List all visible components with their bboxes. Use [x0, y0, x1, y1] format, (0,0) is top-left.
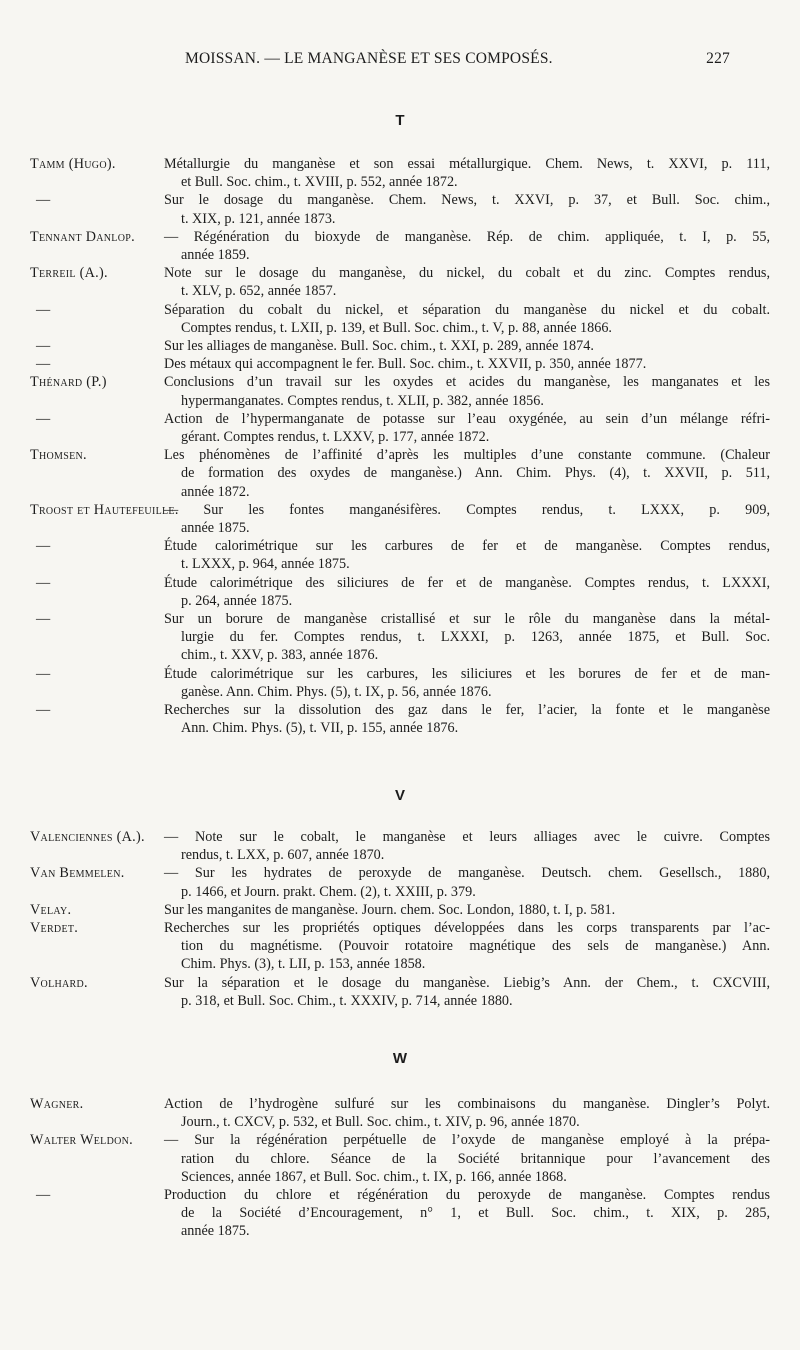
section-letter-w: W [392, 1050, 408, 1067]
page-number: 227 [706, 50, 730, 67]
entry-text [30, 974, 770, 1010]
entry-line: Sur la séparation et le dosage du manganèse. Liebig’s Ann. der Chem., t. CXCVIII, [164, 974, 770, 991]
entry-line: rendus, t. LXX, p. 607, année 1870. [181, 847, 385, 864]
bibliography-section-v [30, 828, 770, 1010]
entry-line: — Sur les hydrates de peroxyde de manganèse. Deutsch. chem. Gesellsch., 1880, [164, 865, 770, 882]
entry-line: lurgie du fer. Comptes rendus, t. LXXXI, p. 1263, année 1875, et Bull. Soc. [181, 629, 770, 646]
entry-text [30, 191, 770, 227]
entry-line: gérant. Comptes rendus, t. LXXV, p. 177, année 1872. [181, 429, 490, 446]
entry-line: Les phénomènes de l’affinité d’après les multiples d’une constante commune. (Chaleur [164, 447, 770, 464]
entry-line: Ann. Chim. Phys. (5), t. VII, p. 155, année 1876. [181, 720, 459, 737]
entry-author: Tamm (Hugo). [30, 156, 116, 172]
entry-author: Volhard. [30, 974, 88, 991]
entry-line: hypermanganates. Comptes rendus, t. XLII, p. 382, année 1856. [181, 392, 544, 409]
bibliography-entry [30, 974, 770, 1010]
entry-line: — Régénération du bioxyde de manganèse. Rép. de chim. appliquée, t. I, p. 55, [164, 228, 770, 245]
bibliography-entry [30, 901, 770, 919]
entry-line: Note sur le dosage du manganèse, du nickel, du cobalt et du zinc. Comptes rendus, [164, 265, 770, 282]
bibliography-entry [30, 373, 770, 409]
entry-line: Métallurgie du manganèse et son essai métallurgique. Chem. News, t. XXVI, p. 111, [164, 156, 770, 172]
entry-line: Comptes rendus, t. LXII, p. 139, et Bull. Soc. chim., t. V, p. 88, année 1866. [181, 319, 612, 336]
entry-text [30, 864, 770, 900]
entry-text [30, 337, 770, 355]
bibliography-entry [30, 191, 770, 227]
entry-line: Séparation du cobalt du nickel, et séparation du manganèse du nickel et du cobalt. [164, 301, 770, 318]
entry-line: Sciences, année 1867, et Bull. Soc. chim., t. IX, p. 166, année 1868. [181, 1168, 567, 1185]
entry-line: année 1875. [181, 520, 250, 537]
entry-line: t. XIX, p. 121, année 1873. [181, 210, 336, 227]
entry-line: Journ., t. CXCV, p. 532, et Bull. Soc. chim., t. XIV, p. 96, année 1870. [181, 1114, 580, 1131]
entry-text [30, 901, 770, 919]
entry-text [30, 301, 770, 337]
entry-text [30, 1186, 770, 1241]
bibliography-entry [30, 264, 770, 300]
entry-author: Troost et Hautefeuille. [30, 501, 179, 518]
entry-author: Wagner. [30, 1096, 84, 1112]
entry-line: chim., t. XXV, p. 383, année 1876. [181, 647, 379, 664]
bibliography-entry [30, 1131, 770, 1186]
section-letter-t: T [395, 112, 405, 129]
entry-line: — Sur les fontes manganésifères. Comptes rendus, t. LXXX, p. 909, [164, 501, 770, 518]
entry-author: Valenciennes (A.). [30, 829, 145, 845]
entry-line: année 1872. [181, 483, 250, 500]
bibliography-entry [30, 610, 770, 665]
entry-line: Étude calorimétrique sur les carbures, les siliciures et les borures de fer et de man- [164, 665, 770, 682]
entry-author: — [36, 538, 51, 555]
entry-line: Conclusions d’un travail sur les oxydes et acides du manganèse, les manganates et les [164, 374, 770, 391]
entry-author: — [36, 1187, 51, 1204]
entry-text [30, 610, 770, 665]
bibliography-entry [30, 301, 770, 337]
entry-author: Terreil (A.). [30, 265, 108, 282]
entry-line: de formation des oxydes de manganèse.) Ann. Chim. Phys. (4), t. XXVII, p. 511, [181, 465, 770, 482]
entry-line: Recherches sur la dissolution des gaz dans le fer, l’acier, la fonte et le manganèse [164, 702, 770, 719]
entry-author: — [36, 301, 51, 318]
bibliography-entry [30, 537, 770, 573]
entry-line: Action de l’hydrogène sulfuré sur les combinaisons du manganèse. Dingler’s Polyt. [164, 1096, 770, 1112]
entry-author: — [36, 611, 51, 628]
entry-line: Sur le dosage du manganèse. Chem. News, t. XXVI, p. 37, et Bull. Soc. chim., [164, 192, 770, 209]
entry-line: Action de l’hypermanganate de potasse sur l’eau oxygénée, au sein d’un mélange réfri- [164, 410, 770, 427]
entry-line: Chim. Phys. (3), t. LII, p. 153, année 1858. [181, 956, 426, 973]
entry-text [30, 574, 770, 610]
entry-text [30, 701, 770, 737]
bibliography-entry [30, 665, 770, 701]
entry-line: tion du magnétisme. (Pouvoir rotatoire magnétique des sels de manganèse.) Ann. [181, 938, 770, 955]
bibliography-entry [30, 574, 770, 610]
entry-author: — [36, 410, 51, 427]
entry-author: — [36, 192, 51, 209]
entry-line: p. 1466, et Journ. prakt. Chem. (2), t. XXIII, p. 379. [181, 883, 476, 900]
bibliography-entry [30, 155, 770, 191]
bibliography-entry [30, 228, 770, 264]
entry-line: Sur les manganites de manganèse. Journ. chem. Soc. London, 1880, t. I, p. 581. [164, 901, 616, 918]
entry-author: Velay. [30, 901, 72, 918]
entry-author: Thomsen. [30, 447, 87, 464]
entry-line: de la Société d’Encouragement, n° 1, et Bull. Soc. chim., t. XIX, p. 285, [181, 1205, 770, 1222]
entry-line: et Bull. Soc. chim., t. XVIII, p. 552, année 1872. [181, 174, 458, 191]
bibliography-entry [30, 1095, 770, 1131]
entry-author: Walter Weldon. [30, 1132, 133, 1149]
entry-line: Production du chlore et régénération du peroxyde de manganèse. Comptes rendus [164, 1187, 770, 1204]
entry-line: — Sur la régénération perpétuelle de l’oxyde de manganèse employé à la prépa- [164, 1132, 770, 1149]
entry-line: année 1875. [181, 1223, 250, 1240]
entry-text [30, 1095, 770, 1131]
entry-text [30, 355, 770, 373]
entry-line: t. LXXX, p. 964, année 1875. [181, 556, 350, 573]
bibliography-entry [30, 501, 770, 537]
entry-line: Étude calorimétrique sur les carbures de fer et de manganèse. Comptes rendus, [164, 538, 770, 555]
section-letter-v: V [394, 787, 405, 804]
entry-line: Des métaux qui accompagnent le fer. Bull. Soc. chim., t. XXVII, p. 350, année 1877. [164, 356, 647, 373]
entry-text [30, 410, 770, 446]
entry-author: — [36, 356, 51, 373]
entry-author: — [36, 702, 51, 719]
entry-text [30, 228, 770, 264]
bibliography-section-t [30, 155, 770, 738]
bibliography-entry [30, 410, 770, 446]
entry-line: ration du chlore. Séance de la Société britannique pour l’avancement des [181, 1150, 770, 1167]
entry-line: p. 318, et Bull. Soc. Chim., t. XXXIV, p. 714, année 1880. [181, 992, 513, 1009]
entry-line: Étude calorimétrique des siliciures de fer et de manganèse. Comptes rendus, t. LXXXI, [164, 574, 770, 591]
entry-text [30, 1131, 770, 1186]
entry-line: p. 264, année 1875. [181, 592, 293, 609]
entry-text [30, 155, 770, 191]
bibliography-entry [30, 864, 770, 900]
entry-line: Sur un borure de manganèse cristallisé et sur le rôle du manganèse dans la métal- [164, 611, 770, 628]
entry-text [30, 665, 770, 701]
entry-line: — Note sur le cobalt, le manganèse et leurs alliages avec le cuivre. Comptes [164, 829, 770, 845]
entry-text [30, 537, 770, 573]
bibliography-entry [30, 355, 770, 373]
entry-text [30, 446, 770, 501]
bibliography-entry [30, 1186, 770, 1241]
entry-author: Van Bemmelen. [30, 865, 125, 882]
entry-line: Recherches sur les propriétés optiques développées dans les corps transparents par l’ac- [164, 920, 770, 937]
entry-author: — [36, 665, 51, 682]
entry-line: Sur les alliages de manganèse. Bull. Soc. chim., t. XXI, p. 289, année 1874. [164, 338, 594, 355]
entry-line: ganèse. Ann. Chim. Phys. (5), t. IX, p. 56, année 1876. [181, 683, 492, 700]
running-title: MOISSAN. — LE MANGANÈSE ET SES COMPOSÉS. [185, 50, 553, 67]
entry-line: année 1859. [181, 247, 250, 264]
entry-author: Thénard (P.) [30, 374, 107, 391]
entry-author: Tennant Danlop. [30, 228, 135, 245]
running-header [185, 50, 730, 72]
bibliography-entry [30, 701, 770, 737]
entry-author: — [36, 338, 51, 355]
entry-line: t. XLV, p. 652, année 1857. [181, 283, 337, 300]
bibliography-entry [30, 337, 770, 355]
entry-text [30, 264, 770, 300]
bibliography-entry [30, 446, 770, 501]
entry-author: Verdet. [30, 920, 79, 937]
bibliography-entry [30, 828, 770, 864]
entry-text [30, 919, 770, 974]
entry-author: — [36, 574, 51, 591]
entry-text [30, 373, 770, 409]
bibliography-section-w [30, 1095, 770, 1241]
bibliography-entry [30, 919, 770, 974]
